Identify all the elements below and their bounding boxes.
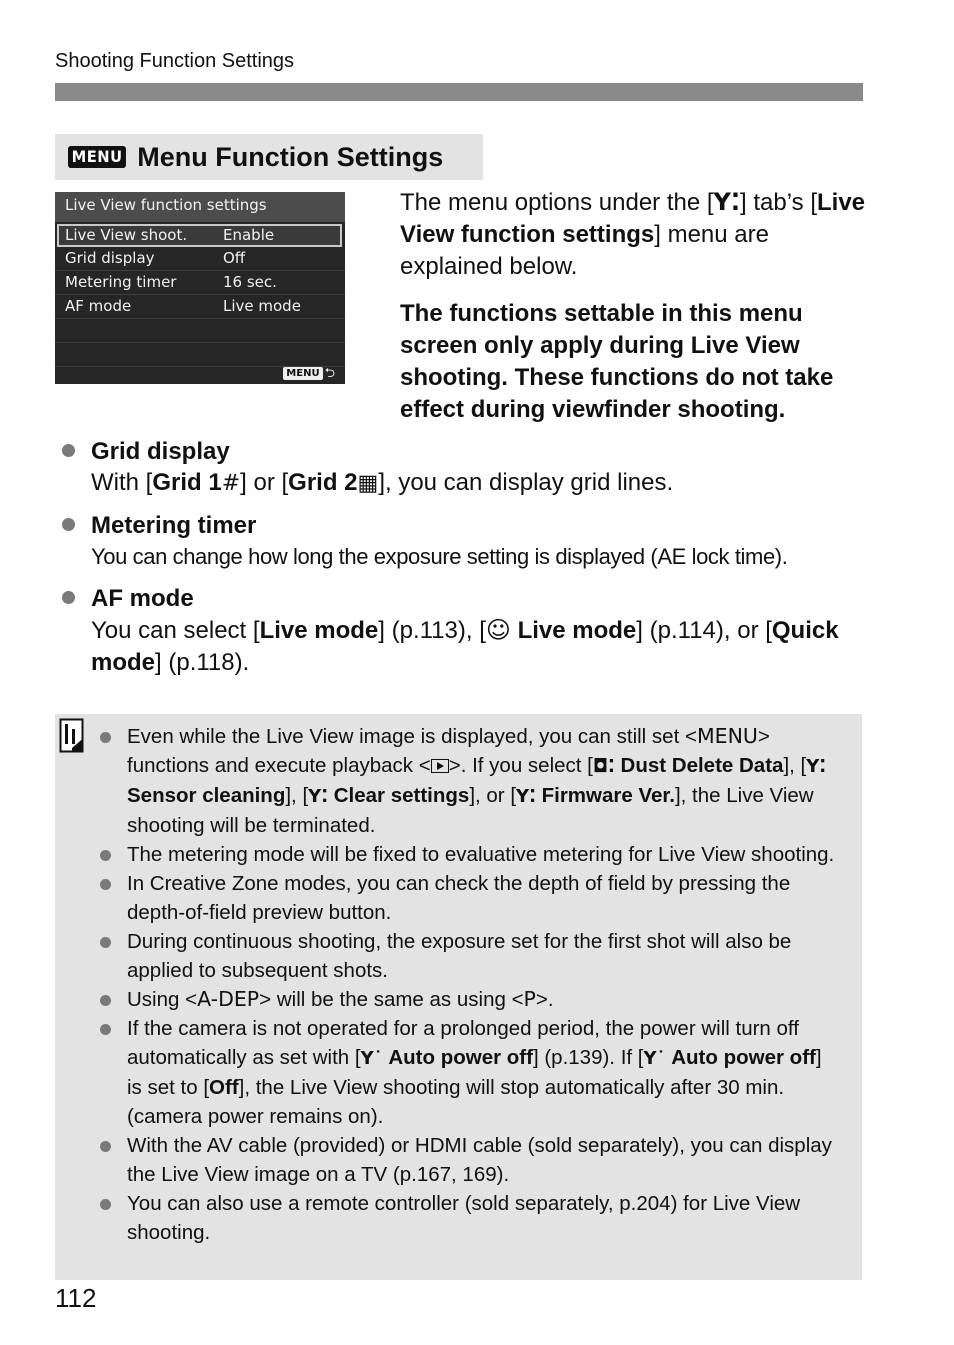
note-bold: Auto power off — [388, 1046, 533, 1069]
note-item: The metering mode will be fixed to evaluative metering for Live View shooting. — [97, 840, 842, 869]
setup-tab-icon: 𝗬˙ — [360, 1048, 383, 1069]
setup-tab-icon: 𝗬⁚ — [308, 786, 329, 807]
item-description: You can change how long the exposure setting is displayed (AE lock time). — [91, 544, 788, 569]
p-mode-icon: P — [523, 987, 536, 1011]
bullet-icon — [62, 518, 75, 531]
setup-tab-icon: 𝗬⁚ — [806, 756, 827, 777]
item-title: AF mode — [91, 585, 194, 612]
setup-tab-icon: 𝗬˙ — [643, 1048, 666, 1069]
lcd-footer — [283, 367, 335, 380]
lcd-row — [55, 247, 345, 271]
item-text: ] (p.114), or [ — [636, 617, 772, 644]
a-dep-mode-icon: A-DEP — [197, 987, 260, 1011]
grid1-icon: # — [221, 471, 241, 496]
item-description — [91, 467, 880, 500]
item-bold: Grid 2 — [288, 469, 358, 496]
note-item: You can also use a remote controller (sold separately, p.204) for Live View shooting. — [97, 1189, 842, 1247]
setup-tab-icon: 𝗬⁚ — [713, 188, 741, 216]
lcd-row — [57, 224, 342, 247]
note-bold: Sensor cleaning — [127, 784, 286, 807]
item-af-mode — [60, 583, 880, 679]
item-description — [91, 614, 880, 679]
notes-box — [55, 714, 862, 1280]
header-rule — [55, 83, 863, 101]
note-text: >. If you select [ — [448, 754, 593, 777]
item-text: You can select [ — [91, 617, 260, 644]
lcd-screenshot — [55, 192, 345, 384]
lcd-row-value: Enable — [223, 226, 275, 244]
setup-tab-icon: 𝗬⁚ — [516, 786, 536, 807]
note-item: In Creative Zone modes, you can check the depth of field by pressing the depth-of-field preview button. — [97, 869, 842, 927]
note-text: Using < — [127, 988, 198, 1011]
lcd-row-label: Grid display — [65, 249, 155, 267]
item-bold: Grid 1 — [152, 469, 222, 496]
intro-text: The menu options under the [ — [400, 189, 714, 216]
warning-paragraph: The functions settable in this menu screen only apply during Live View shooting. These functions do not take effect during viewfinder shooting. — [400, 300, 834, 423]
item-bold: Live mode — [259, 617, 379, 644]
note-item: During continuous shooting, the exposure set for the first shot will also be applied to subsequent shots. — [97, 927, 842, 985]
note-bold: Clear settings — [333, 784, 470, 807]
lcd-row — [55, 295, 345, 319]
note-text: ] is set to [ — [127, 1046, 822, 1099]
lcd-row-label: Metering timer — [65, 273, 177, 291]
face-detection-icon: ☺ — [485, 616, 511, 644]
note-item — [97, 1014, 842, 1131]
lcd-row-label: Live View shoot. — [65, 226, 188, 244]
lcd-row-label: AF mode — [65, 297, 132, 315]
return-icon: ⮌ — [324, 366, 335, 381]
note-text: ], [ — [783, 754, 807, 777]
running-head: Shooting Function Settings — [55, 50, 295, 72]
section-title — [55, 134, 483, 180]
intro-paragraph — [400, 186, 870, 283]
grid2-icon: ▦ — [357, 471, 379, 496]
note-text: ], [ — [285, 784, 309, 807]
note-bold: Auto power off — [671, 1046, 816, 1069]
note-bold: Dust Delete Data — [620, 754, 784, 777]
note-item: With the AV cable (provided) or HDMI cable (sold separately), you can display the Live View image on a TV (p.167, 169). — [97, 1131, 842, 1189]
note-text: ], or [ — [469, 784, 517, 807]
playback-tab-icon: ◘⁚ — [592, 756, 615, 777]
item-text: With [ — [91, 469, 153, 496]
note-bold: Off — [209, 1076, 239, 1099]
lcd-row-value: Off — [223, 249, 246, 267]
lcd-row — [55, 271, 345, 295]
item-title: Metering timer — [91, 512, 257, 539]
intro-text: ] tab’s [ — [740, 189, 817, 216]
item-bold: Quick mode — [91, 617, 839, 676]
menu-button-icon: MENU — [696, 724, 758, 748]
note-text: >. — [535, 988, 554, 1011]
note-text: Even while the Live View image is displayed, you can still set < — [127, 725, 697, 748]
lcd-row-value: Live mode — [223, 297, 301, 315]
intro-text: ] menu are explained below. — [400, 221, 769, 280]
item-title: Grid display — [91, 438, 230, 465]
lcd-empty-row — [55, 343, 345, 367]
bullet-icon — [62, 591, 75, 604]
note-bold: Firmware Ver. — [541, 784, 675, 807]
menu-icon: MENU — [283, 367, 322, 380]
page-number: 112 — [55, 1283, 97, 1313]
note-item — [97, 985, 842, 1014]
note-text: ], the Live View shooting will stop automatically after 30 min. (camera power remains on). — [127, 1076, 785, 1128]
menu-icon: MENU — [68, 146, 126, 168]
lcd-title: Live View function settings — [55, 192, 345, 222]
item-bold: Live mode — [510, 617, 637, 644]
note-text: ] (p.139). If [ — [532, 1046, 644, 1069]
item-text: ] or [ — [240, 469, 289, 496]
bullet-icon — [62, 444, 75, 457]
note-text: > will be the same as using < — [259, 988, 524, 1011]
note-text: > functions and execute playback < — [127, 725, 770, 777]
note-item — [97, 722, 842, 840]
item-text: ] (p.118). — [155, 649, 250, 676]
intro-menu-name: Live View function settings — [400, 189, 866, 248]
note-text: ], the Live View shooting will be terminated. — [127, 784, 814, 837]
lcd-empty-row — [55, 319, 345, 343]
item-grid-display — [60, 436, 880, 500]
note-text: If the camera is not operated for a prolonged period, the power will turn off automatically as set with [ — [127, 1017, 799, 1069]
item-text: ], you can display grid lines. — [378, 469, 674, 496]
memo-icon — [59, 718, 85, 754]
item-text: ] (p.113), [ — [378, 617, 486, 644]
lcd-row-value: 16 sec. — [223, 273, 277, 291]
item-metering-timer — [60, 510, 880, 573]
section-title-text: Menu Function Settings — [137, 141, 444, 172]
playback-icon — [431, 759, 449, 773]
